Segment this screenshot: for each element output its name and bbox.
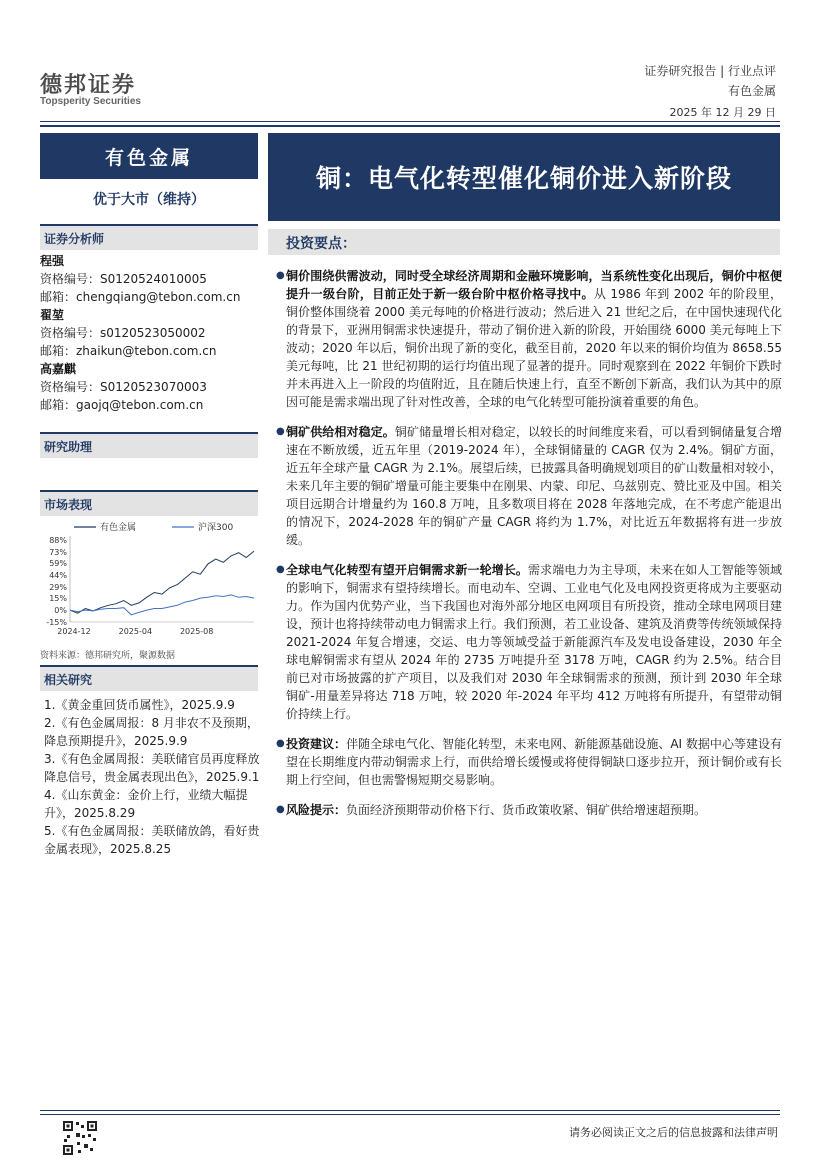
y-tick-label: 0%: [54, 606, 67, 616]
x-tick-label: 2024-12: [57, 627, 91, 636]
bullet-icon: ●: [276, 564, 285, 575]
analyst-email[interactable]: 邮箱：chengqiang@tebon.com.cn: [40, 290, 241, 304]
assistant-heading: 研究助理: [40, 432, 258, 458]
x-tick-label: 2025-04: [118, 627, 153, 636]
analyst-entry: [40, 252, 258, 306]
related-list: [44, 696, 260, 858]
point-body: 从 1986 年到 2002 年的阶段里，铜价整体围绕着 2000 美元每吨的价格进行波动；然后进入 21 世纪之后，在中国快速现代化的背景下，亚洲用铜需求快速提升，带动了铜价进入新的阶段，开始围绕 6000 美元每吨上下波动；2020 年以后，铜价出现了新的变化，截至目前，2020 年以来的铜价均值为 8658.55 美元每吨，比 21 世纪初期的运行均值出现了显著的提升。同时观察到在 2022 年铜价下跌时并未再进入上一阶段的均值附近，且在随后快速上行，直至不断创下新高，我们认为其中的原因可能是需求端出现了针对性改善，全球的电气化转型可能扮演着重要的角色。: [286, 287, 782, 409]
footer-divider: [40, 1110, 780, 1111]
market-performance-chart: [40, 518, 258, 644]
legend-label: 有色金属: [100, 523, 137, 533]
related-heading: 相关研究: [40, 665, 258, 691]
series-line: [70, 595, 254, 615]
y-tick-label: -15%: [46, 618, 67, 627]
sector-tag: 有色金属: [727, 84, 776, 98]
header-divider-thick: [40, 125, 780, 127]
sector-banner: 有色金属: [40, 133, 258, 179]
analyst-name: 翟堃: [40, 308, 65, 322]
bullet-icon: ●: [276, 804, 285, 815]
related-item[interactable]: 5.《有色金属周报：美联储放鸽，看好贵金属表现》，2025.8.25: [44, 824, 260, 856]
company-logo: 德邦证券: [40, 72, 137, 98]
summary-point: [276, 735, 782, 789]
analyst-entry: [40, 360, 258, 414]
analyst-list: [40, 252, 258, 414]
analyst-name: 程强: [40, 254, 65, 268]
bullet-icon: ●: [276, 738, 285, 749]
market-heading: 市场表现: [40, 490, 258, 516]
analysts-heading: 证券分析师: [40, 224, 258, 250]
y-tick-label: 44%: [49, 571, 67, 581]
related-item[interactable]: 1.《黄金重回货币属性》，2025.9.9: [44, 698, 235, 712]
point-lead: 全球电气化转型有望开启铜需求新一轮增长。: [286, 563, 528, 577]
summary-point: [276, 561, 782, 723]
x-tick-label: 2025-08: [179, 627, 214, 636]
report-type: 证券研究报告 | 行业点评: [644, 64, 776, 78]
company-logo-subtitle: Topsperity Securities: [40, 96, 141, 107]
point-lead: 风险提示：: [286, 803, 347, 817]
point-lead: 投资建议：: [286, 737, 347, 751]
bullet-icon: ●: [276, 426, 285, 437]
legal-disclaimer: 请务必阅读正文之后的信息披露和法律声明: [569, 1126, 778, 1139]
summary-point: [276, 267, 782, 411]
point-body: 铜矿储量增长相对稳定，以较长的时间维度来看，可以看到铜储量复合增速在不断放缓，近五年里（2019-2024 年），全球铜储量的 CAGR 仅为 2.4%。铜矿方面，近五年全球产量 CAGR 为 2.1%。展望后续，已披露具备明确规划项目的矿山数量相对较小，未来几年主要的铜矿增量可能主要集中在刚果、内蒙、印尼、乌兹别克、赞比亚及中国。相关项目远期合计增量约为 160.8 万吨，且多数项目将在 2028 年落地完成，在不考虑产能退出的情况下，2024-2028 年的铜矿产量 CAGR 将约为 1.7%，对比近五年数据将有进一步放缓。: [286, 425, 782, 547]
series-line: [70, 551, 254, 613]
related-item[interactable]: 2.《有色金属周报：8 月非农不及预期，降息预期提升》，2025.9.9: [44, 716, 259, 748]
y-tick-label: 73%: [49, 547, 67, 557]
summary-heading: 投资要点：: [268, 229, 780, 255]
report-title: 铜：电气化转型催化铜价进入新阶段: [268, 133, 780, 221]
point-body: 需求端电力为主导项，未来在如人工智能等领域的影响下，铜需求有望持续增长。而电动车、空调、工业电气化及电网投资更将成为主要驱动力。作为国内优势产业，当下我国也对海外部分地区电网项目有所投资，推动全球电网项目建设，预计也将持续带动电力铜需求上行。我们预测，若工业设备、建筑及消费等传统领域保持 2021-2024 年复合增速，交运、电力等领域受益于新能源汽车及发电设备建设，2030 年全球电解铜需求有望从 2024 年的 2735 万吨提升至 3178 万吨，CAGR 约为 2.5%。结合目前已对市场披露的扩产项目，以及我们对 2030 年全球铜需求的预测，预计到 2030 年全球铜矿-用量差异将达 718 万吨，较 2020 年-2024 年平均 412 万吨将有所提升，有望带动铜价持续上行。: [286, 563, 782, 721]
summary-content: [276, 267, 782, 831]
point-lead: 铜矿供给相对稳定。: [286, 425, 395, 439]
summary-point: [276, 423, 782, 549]
point-body: 负面经济预期带动价格下行、货币政策收紧、铜矿供给增速超预期。: [346, 803, 707, 817]
related-item[interactable]: 3.《有色金属周报：美联储官员再度释放降息信号，贵金属表现出色》，2025.9.1: [44, 752, 260, 784]
summary-point: [276, 801, 782, 819]
qr-code-icon: [62, 1120, 98, 1156]
y-tick-label: 59%: [49, 559, 67, 569]
bullet-icon: ●: [276, 270, 285, 281]
analyst-cert: 资格编号：S0120523070003: [40, 380, 207, 394]
rating: 优于大市（维持）: [93, 192, 205, 208]
y-tick-label: 15%: [49, 594, 67, 604]
analyst-entry: [40, 306, 258, 360]
analyst-name: 高嘉麒: [40, 362, 77, 376]
point-lead: 铜价围绕供需波动，同时受全球经济周期和金融环境影响，当系统性变化出现后，铜价中枢便提升一级台阶，目前正处于新一级台阶中枢价格寻找中。: [286, 269, 782, 301]
y-tick-label: 88%: [49, 536, 67, 545]
y-tick-label: 29%: [49, 582, 67, 592]
header-divider: [40, 121, 780, 122]
report-date: 2025 年 12 月 29 日: [669, 106, 776, 119]
chart-source: 资料来源：德邦研究所，聚源数据: [40, 651, 176, 661]
legend-label: 沪深300: [198, 523, 234, 533]
analyst-cert: 资格编号：S0120524010005: [40, 272, 207, 286]
related-item[interactable]: 4.《山东黄金：金价上行，业绩大幅提升》，2025.8.29: [44, 788, 248, 820]
analyst-email[interactable]: 邮箱：gaojq@tebon.com.cn: [40, 398, 204, 412]
analyst-cert: 资格编号：s0120523050002: [40, 326, 206, 340]
point-body: 伴随全球电气化、智能化转型，未来电网、新能源基础设施、AI 数据中心等建设有望在长期维度内带动铜需求上行，而供给增长缓慢或将使得铜缺口逐步拉开，预计铜价或有长期上行空间，但也需警惕短期交易影响。: [286, 737, 782, 787]
analyst-email[interactable]: 邮箱：zhaikun@tebon.com.cn: [40, 344, 217, 358]
footer-divider: [40, 1114, 780, 1115]
